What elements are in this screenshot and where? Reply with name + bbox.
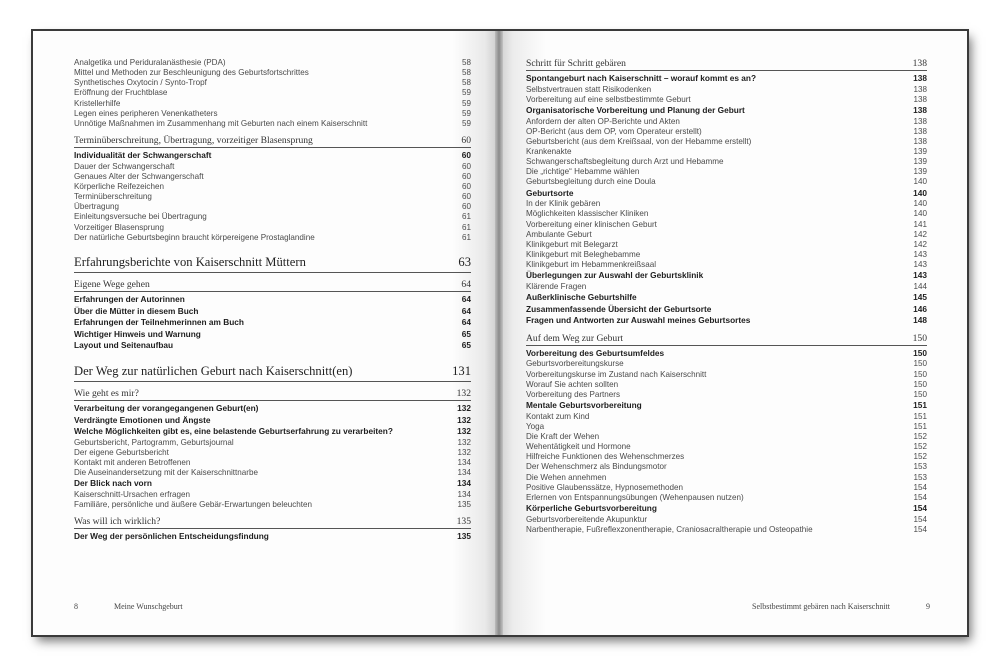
right-page <box>499 31 967 635</box>
toc-entry-title: Unnötige Maßnahmen im Zusammenhang mit Geburten nach einem Kaiserschnitt <box>74 118 368 128</box>
toc-entry-page: 138 <box>913 84 927 94</box>
toc-entry-page: 139 <box>913 146 927 156</box>
toc-entry-page: 148 <box>913 315 927 326</box>
toc-subheading <box>74 403 471 415</box>
toc-subheading <box>526 400 927 412</box>
toc-entry-page: 140 <box>913 177 927 187</box>
toc-entry <box>74 182 471 192</box>
toc-entry-title: Erlernen von Entspannungsübungen (Wehenpausen nutzen) <box>526 492 744 502</box>
right-toc <box>526 58 927 535</box>
toc-entry <box>526 137 927 147</box>
toc-entry <box>526 473 927 483</box>
toc-entry-title: Kontakt mit anderen Betroffenen <box>74 458 191 467</box>
toc-entry-title: Verarbeitung der vorangegangenen Geburt(en) <box>74 402 259 413</box>
toc-entry-page: 153 <box>913 462 927 472</box>
toc-entry-page: 138 <box>913 104 927 115</box>
toc-entry-page: 150 <box>913 389 927 399</box>
toc-subheading <box>526 270 927 282</box>
toc-entry-title: Ambulante Geburt <box>526 229 592 239</box>
toc-entry-title: Der Blick nach vorn <box>74 478 152 489</box>
toc-entry-title: Mentale Geburtsvorbereitung <box>526 400 642 411</box>
toc-entry-page: 152 <box>913 442 927 452</box>
toc-entry-title: Spontangeburt nach Kaiserschnitt – worauf kommt es an? <box>526 73 757 83</box>
toc-entry-page: 58 <box>461 68 471 78</box>
toc-entry-page: 141 <box>913 219 927 229</box>
toc-entry <box>526 250 927 260</box>
toc-section-heading <box>74 388 471 401</box>
toc-entry-title: Geburtsvorbereitungskurse <box>526 359 624 369</box>
toc-section-heading <box>74 279 471 292</box>
toc-entry-title: Vorzeitiger Blasensprung <box>74 222 164 232</box>
toc-entry <box>526 525 927 535</box>
toc-entry <box>74 99 471 109</box>
toc-subheading <box>74 531 471 543</box>
toc-entry-page: 134 <box>457 489 471 499</box>
toc-entry-title: Über die Mütter in diesem Buch <box>74 305 199 316</box>
toc-entry-title: Körperliche Reifezeichen <box>74 182 164 191</box>
toc-entry-page: 60 <box>461 135 471 147</box>
toc-entry-title: Der Weg zur natürlichen Geburt nach Kaiserschnitt(en) <box>74 363 353 378</box>
toc-entry-page: 134 <box>457 478 471 489</box>
toc-entry <box>74 490 471 500</box>
toc-entry <box>74 109 471 119</box>
toc-entry-title: Kaiserschnitt-Ursachen erfragen <box>74 489 191 499</box>
toc-entry-page: 153 <box>913 472 927 482</box>
toc-entry-title: Die Auseinandersetzung mit der Kaiserschnittnarbe <box>74 468 259 478</box>
toc-entry-title: Der Weg der persönlichen Entscheidungsfindung <box>74 531 269 542</box>
toc-entry <box>526 95 927 105</box>
toc-entry-title: Synthetisches Oxytocin / Synto-Tropf <box>74 78 207 88</box>
toc-entry-title: Individualität der Schwangerschaft <box>74 150 212 161</box>
toc-entry <box>526 260 927 270</box>
toc-entry-page: 132 <box>457 437 471 447</box>
toc-entry-page: 61 <box>461 212 471 222</box>
toc-entry-page: 64 <box>461 305 471 316</box>
toc-subheading <box>526 503 927 515</box>
toc-chapter-heading <box>74 364 471 382</box>
toc-entry-page: 131 <box>452 363 471 378</box>
toc-entry-page: 60 <box>461 171 471 181</box>
toc-entry-title: Klinikgeburt mit Beleghebamme <box>526 249 641 259</box>
toc-section-heading <box>526 333 927 346</box>
toc-entry-title: Geburtsvorbereitende Akupunktur <box>526 514 648 524</box>
toc-entry <box>74 88 471 98</box>
toc-chapter-heading <box>74 255 471 273</box>
toc-entry <box>526 370 927 380</box>
toc-entry-title: Außerklinische Geburtshilfe <box>526 292 637 303</box>
toc-entry-page: 60 <box>461 192 471 202</box>
toc-entry-title: Genaues Alter der Schwangerschaft <box>74 171 204 181</box>
toc-subheading <box>74 317 471 329</box>
toc-entry-page: 150 <box>913 359 927 369</box>
toc-entry <box>74 172 471 182</box>
toc-entry <box>526 442 927 452</box>
toc-entry-page: 63 <box>458 254 471 269</box>
toc-entry-title: Terminüberschreitung, Übertragung, vorzeitiger Blasensprung <box>74 135 313 147</box>
toc-entry <box>74 119 471 129</box>
toc-entry <box>526 220 927 230</box>
toc-entry-title: Schritt für Schritt gebären <box>526 58 626 69</box>
toc-entry <box>526 157 927 167</box>
toc-entry-page: 58 <box>461 78 471 88</box>
toc-entry-page: 132 <box>456 387 471 399</box>
toc-entry-page: 138 <box>913 116 927 126</box>
toc-entry-title: Mittel und Methoden zur Beschleunigung des Geburtsfortschrittes <box>74 68 309 78</box>
toc-entry-title: Eigene Wege gehen <box>74 278 150 290</box>
toc-subheading <box>74 426 471 438</box>
toc-entry-page: 61 <box>461 222 471 232</box>
toc-entry-page: 132 <box>457 447 471 457</box>
toc-entry <box>526 282 927 292</box>
toc-entry <box>526 452 927 462</box>
toc-entry-page: 152 <box>913 431 927 441</box>
toc-subheading <box>526 348 927 360</box>
toc-entry <box>74 212 471 222</box>
toc-entry-title: Krankenakte <box>526 146 572 156</box>
toc-subheading <box>74 415 471 427</box>
toc-entry-title: Schwangerschaftsbegleitung durch Arzt und Hebamme <box>526 157 724 167</box>
toc-entry-page: 135 <box>457 500 471 510</box>
book-spread <box>33 31 967 635</box>
toc-entry-title: Vorbereitung einer klinischen Geburt <box>526 219 657 229</box>
toc-entry-page: 59 <box>461 98 471 108</box>
toc-entry <box>74 468 471 478</box>
toc-entry-title: Kontakt zum Kind <box>526 411 590 421</box>
toc-entry-page: 151 <box>913 421 927 431</box>
toc-entry-title: Vorbereitung des Partners <box>526 389 621 399</box>
toc-entry-page: 154 <box>913 492 927 502</box>
toc-subheading <box>526 292 927 304</box>
toc-entry-page: 152 <box>913 452 927 462</box>
toc-entry-title: Kristellerhilfe <box>74 98 121 108</box>
right-footer <box>752 602 930 611</box>
left-running-title: Meine Wunschgeburt <box>114 602 183 611</box>
toc-entry-title: Dauer der Schwangerschaft <box>74 161 175 171</box>
toc-entry-title: Möglichkeiten klassischer Kliniken <box>526 209 649 219</box>
toc-entry-title: Was will ich wirklich? <box>74 516 161 528</box>
toc-entry <box>526 359 927 369</box>
toc-subheading <box>526 73 927 85</box>
toc-subheading <box>526 304 927 316</box>
toc-entry-title: Geburtsbericht, Partogramm, Geburtsjournal <box>74 437 234 447</box>
toc-entry-title: Yoga <box>526 421 545 431</box>
toc-entry-page: 151 <box>913 400 927 411</box>
toc-entry <box>74 500 471 510</box>
toc-entry-title: Wie geht es mir? <box>74 387 139 399</box>
toc-entry <box>74 458 471 468</box>
toc-subheading <box>74 340 471 352</box>
toc-entry-title: Zusammenfassende Übersicht der Geburtsorte <box>526 303 712 314</box>
toc-entry <box>526 462 927 472</box>
toc-entry <box>526 422 927 432</box>
toc-entry-title: Organisatorische Vorbereitung und Planung der Geburt <box>526 104 745 115</box>
toc-entry-page: 58 <box>461 58 471 67</box>
toc-section-heading <box>74 135 471 148</box>
toc-entry-title: Geburtsbericht (aus dem Kreißsaal, von der Hebamme erstellt) <box>526 136 752 146</box>
toc-entry-title: Auf dem Weg zur Geburt <box>526 332 624 344</box>
toc-entry <box>74 448 471 458</box>
toc-entry-title: In der Klinik gebären <box>526 199 601 209</box>
toc-entry-page: 150 <box>913 369 927 379</box>
toc-entry <box>526 127 927 137</box>
toc-entry-page: 132 <box>457 402 471 413</box>
toc-entry <box>526 167 927 177</box>
toc-entry-title: Überlegungen zur Auswahl der Geburtsklinik <box>526 270 704 281</box>
toc-entry-title: Worauf Sie achten sollten <box>526 379 619 389</box>
toc-subheading <box>74 306 471 318</box>
toc-entry <box>526 432 927 442</box>
left-page <box>33 31 499 635</box>
toc-entry-page: 134 <box>457 468 471 478</box>
toc-entry-page: 135 <box>457 531 471 542</box>
toc-entry-page: 138 <box>913 94 927 104</box>
toc-entry-title: Erfahrungen der Teilnehmerinnen am Buch <box>74 317 244 328</box>
toc-subheading <box>526 188 927 200</box>
toc-entry <box>74 223 471 233</box>
toc-entry-page: 154 <box>913 514 927 524</box>
toc-entry-title: Legen eines peripheren Venenkatheters <box>74 108 218 118</box>
toc-entry <box>526 412 927 422</box>
toc-entry-title: Übertragung <box>74 202 119 212</box>
toc-entry-title: Die Kraft der Wehen <box>526 431 600 441</box>
toc-entry-page: 138 <box>913 73 927 83</box>
toc-entry-page: 60 <box>461 161 471 171</box>
toc-entry-page: 142 <box>913 229 927 239</box>
toc-entry-page: 154 <box>913 482 927 492</box>
toc-entry-page: 132 <box>457 426 471 437</box>
toc-entry-page: 138 <box>912 58 927 69</box>
toc-entry-page: 64 <box>461 317 471 328</box>
toc-entry-title: Vorbereitung des Geburtsumfeldes <box>526 347 665 358</box>
toc-entry <box>526 85 927 95</box>
toc-entry-page: 150 <box>913 347 927 358</box>
toc-entry <box>74 68 471 78</box>
toc-entry <box>74 58 471 68</box>
toc-entry-page: 145 <box>913 292 927 303</box>
toc-entry-page: 132 <box>457 414 471 425</box>
toc-entry <box>74 438 471 448</box>
toc-entry <box>526 240 927 250</box>
toc-entry <box>526 483 927 493</box>
left-page-number: 8 <box>74 602 78 611</box>
toc-entry-page: 142 <box>913 239 927 249</box>
toc-entry <box>526 177 927 187</box>
toc-entry-page: 143 <box>913 249 927 259</box>
toc-subheading <box>526 105 927 117</box>
toc-section-heading <box>74 516 471 529</box>
toc-entry <box>526 380 927 390</box>
toc-entry-page: 65 <box>461 328 471 339</box>
toc-entry-page: 134 <box>457 458 471 467</box>
toc-entry-title: Welche Möglichkeiten gibt es, eine belastende Geburtserfahrung zu verarbeiten? <box>74 426 393 437</box>
toc-entry-page: 151 <box>913 411 927 421</box>
toc-entry <box>74 192 471 202</box>
toc-entry-title: Verdrängte Emotionen und Ängste <box>74 414 211 425</box>
toc-subheading <box>74 294 471 306</box>
toc-entry-page: 139 <box>913 157 927 167</box>
toc-entry <box>526 230 927 240</box>
toc-entry <box>526 199 927 209</box>
toc-entry-title: Erfahrungen der Autorinnen <box>74 293 185 304</box>
toc-entry <box>526 117 927 127</box>
toc-entry <box>74 202 471 212</box>
toc-entry-page: 146 <box>913 303 927 314</box>
toc-entry-title: Der Wehenschmerz als Bindungsmotor <box>526 462 667 472</box>
toc-subheading <box>74 329 471 341</box>
toc-entry <box>526 390 927 400</box>
toc-entry-title: Fragen und Antworten zur Auswahl meines Geburtsortes <box>526 315 751 326</box>
toc-entry-title: Erfahrungsberichte von Kaiserschnitt Müttern <box>74 254 306 269</box>
toc-entry-title: Layout und Seitenaufbau <box>74 340 174 351</box>
toc-entry-title: Der natürliche Geburtsbeginn braucht körpereigene Prostaglandine <box>74 232 315 242</box>
toc-entry-title: Geburtsbegleitung durch eine Doula <box>526 177 656 187</box>
toc-entry <box>526 515 927 525</box>
toc-entry-page: 138 <box>913 126 927 136</box>
toc-entry-title: Klärende Fragen <box>526 281 587 291</box>
toc-entry-page: 150 <box>912 332 927 344</box>
toc-entry-title: Familiäre, persönliche und äußere Gebär-Erwartungen beleuchten <box>74 500 312 510</box>
toc-entry-page: 140 <box>913 209 927 219</box>
toc-entry-title: Die „richtige“ Hebamme wählen <box>526 167 640 177</box>
toc-entry-title: Positive Glaubenssätze, Hypnosemethoden <box>526 482 684 492</box>
toc-entry-title: Klinikgeburt mit Belegarzt <box>526 239 618 249</box>
toc-entry-title: Wehentätigkeit und Hormone <box>526 442 631 452</box>
toc-entry-page: 150 <box>913 379 927 389</box>
left-footer <box>74 602 183 611</box>
left-toc <box>74 58 471 543</box>
toc-entry <box>526 209 927 219</box>
toc-entry-title: Narbentherapie, Fußreflexzonentherapie, Craniosacraltherapie und Osteopathie <box>526 524 813 534</box>
toc-subheading <box>526 315 927 327</box>
toc-entry-title: Eröffnung der Fruchtblase <box>74 88 168 98</box>
toc-section-heading <box>526 58 927 71</box>
toc-entry-title: Körperliche Geburtsvorbereitung <box>526 503 657 514</box>
toc-entry-page: 138 <box>913 136 927 146</box>
toc-entry-page: 64 <box>461 278 471 290</box>
toc-entry-title: Selbstvertrauen statt Risikodenken <box>526 84 652 94</box>
toc-entry-title: Vorbereitung auf eine selbstbestimmte Geburt <box>526 94 691 104</box>
toc-entry-page: 64 <box>461 293 471 304</box>
toc-entry <box>74 78 471 88</box>
toc-entry-title: Anfordern der alten OP-Berichte und Akten <box>526 116 680 126</box>
toc-entry-page: 144 <box>913 281 927 291</box>
toc-entry-title: Wichtiger Hinweis und Warnung <box>74 328 201 339</box>
toc-subheading <box>74 478 471 490</box>
toc-entry-title: Die Wehen annehmen <box>526 472 607 482</box>
toc-entry-title: Einleitungsversuche bei Übertragung <box>74 212 207 222</box>
toc-entry-title: Vorbereitungskurse im Zustand nach Kaiserschnitt <box>526 369 707 379</box>
toc-entry-page: 143 <box>913 270 927 281</box>
toc-entry-page: 60 <box>461 150 471 161</box>
toc-entry-page: 65 <box>461 340 471 351</box>
toc-entry <box>526 147 927 157</box>
toc-entry-page: 139 <box>913 167 927 177</box>
toc-subheading <box>74 150 471 162</box>
toc-entry-title: Der eigene Geburtsbericht <box>74 447 169 457</box>
toc-entry-title: Klinikgeburt im Hebammenkreißsaal <box>526 260 656 270</box>
book-gutter <box>495 31 503 635</box>
toc-entry-title: Terminüberschreitung <box>74 192 152 202</box>
toc-entry-page: 59 <box>461 118 471 128</box>
toc-entry <box>526 493 927 503</box>
toc-entry-title: OP-Bericht (aus dem OP, vom Operateur erstellt) <box>526 126 702 136</box>
toc-entry-title: Geburtsorte <box>526 187 574 198</box>
right-page-number: 9 <box>926 602 930 611</box>
toc-entry <box>74 233 471 243</box>
toc-entry-page: 154 <box>913 524 927 534</box>
toc-entry <box>74 162 471 172</box>
toc-entry-title: Hilfreiche Funktionen des Wehenschmerzes <box>526 452 685 462</box>
right-running-title: Selbstbestimmt gebären nach Kaiserschnitt <box>752 602 890 611</box>
toc-entry-page: 59 <box>461 88 471 98</box>
toc-entry-page: 135 <box>456 516 471 528</box>
toc-entry-page: 140 <box>913 187 927 198</box>
toc-entry-page: 61 <box>461 232 471 242</box>
toc-entry-page: 140 <box>913 199 927 209</box>
toc-entry-page: 143 <box>913 260 927 270</box>
toc-entry-page: 60 <box>461 182 471 191</box>
toc-entry-title: Analgetika und Periduralanästhesie (PDA) <box>74 58 226 67</box>
toc-entry-page: 154 <box>913 503 927 514</box>
toc-entry-page: 60 <box>461 202 471 212</box>
toc-entry-page: 59 <box>461 108 471 118</box>
